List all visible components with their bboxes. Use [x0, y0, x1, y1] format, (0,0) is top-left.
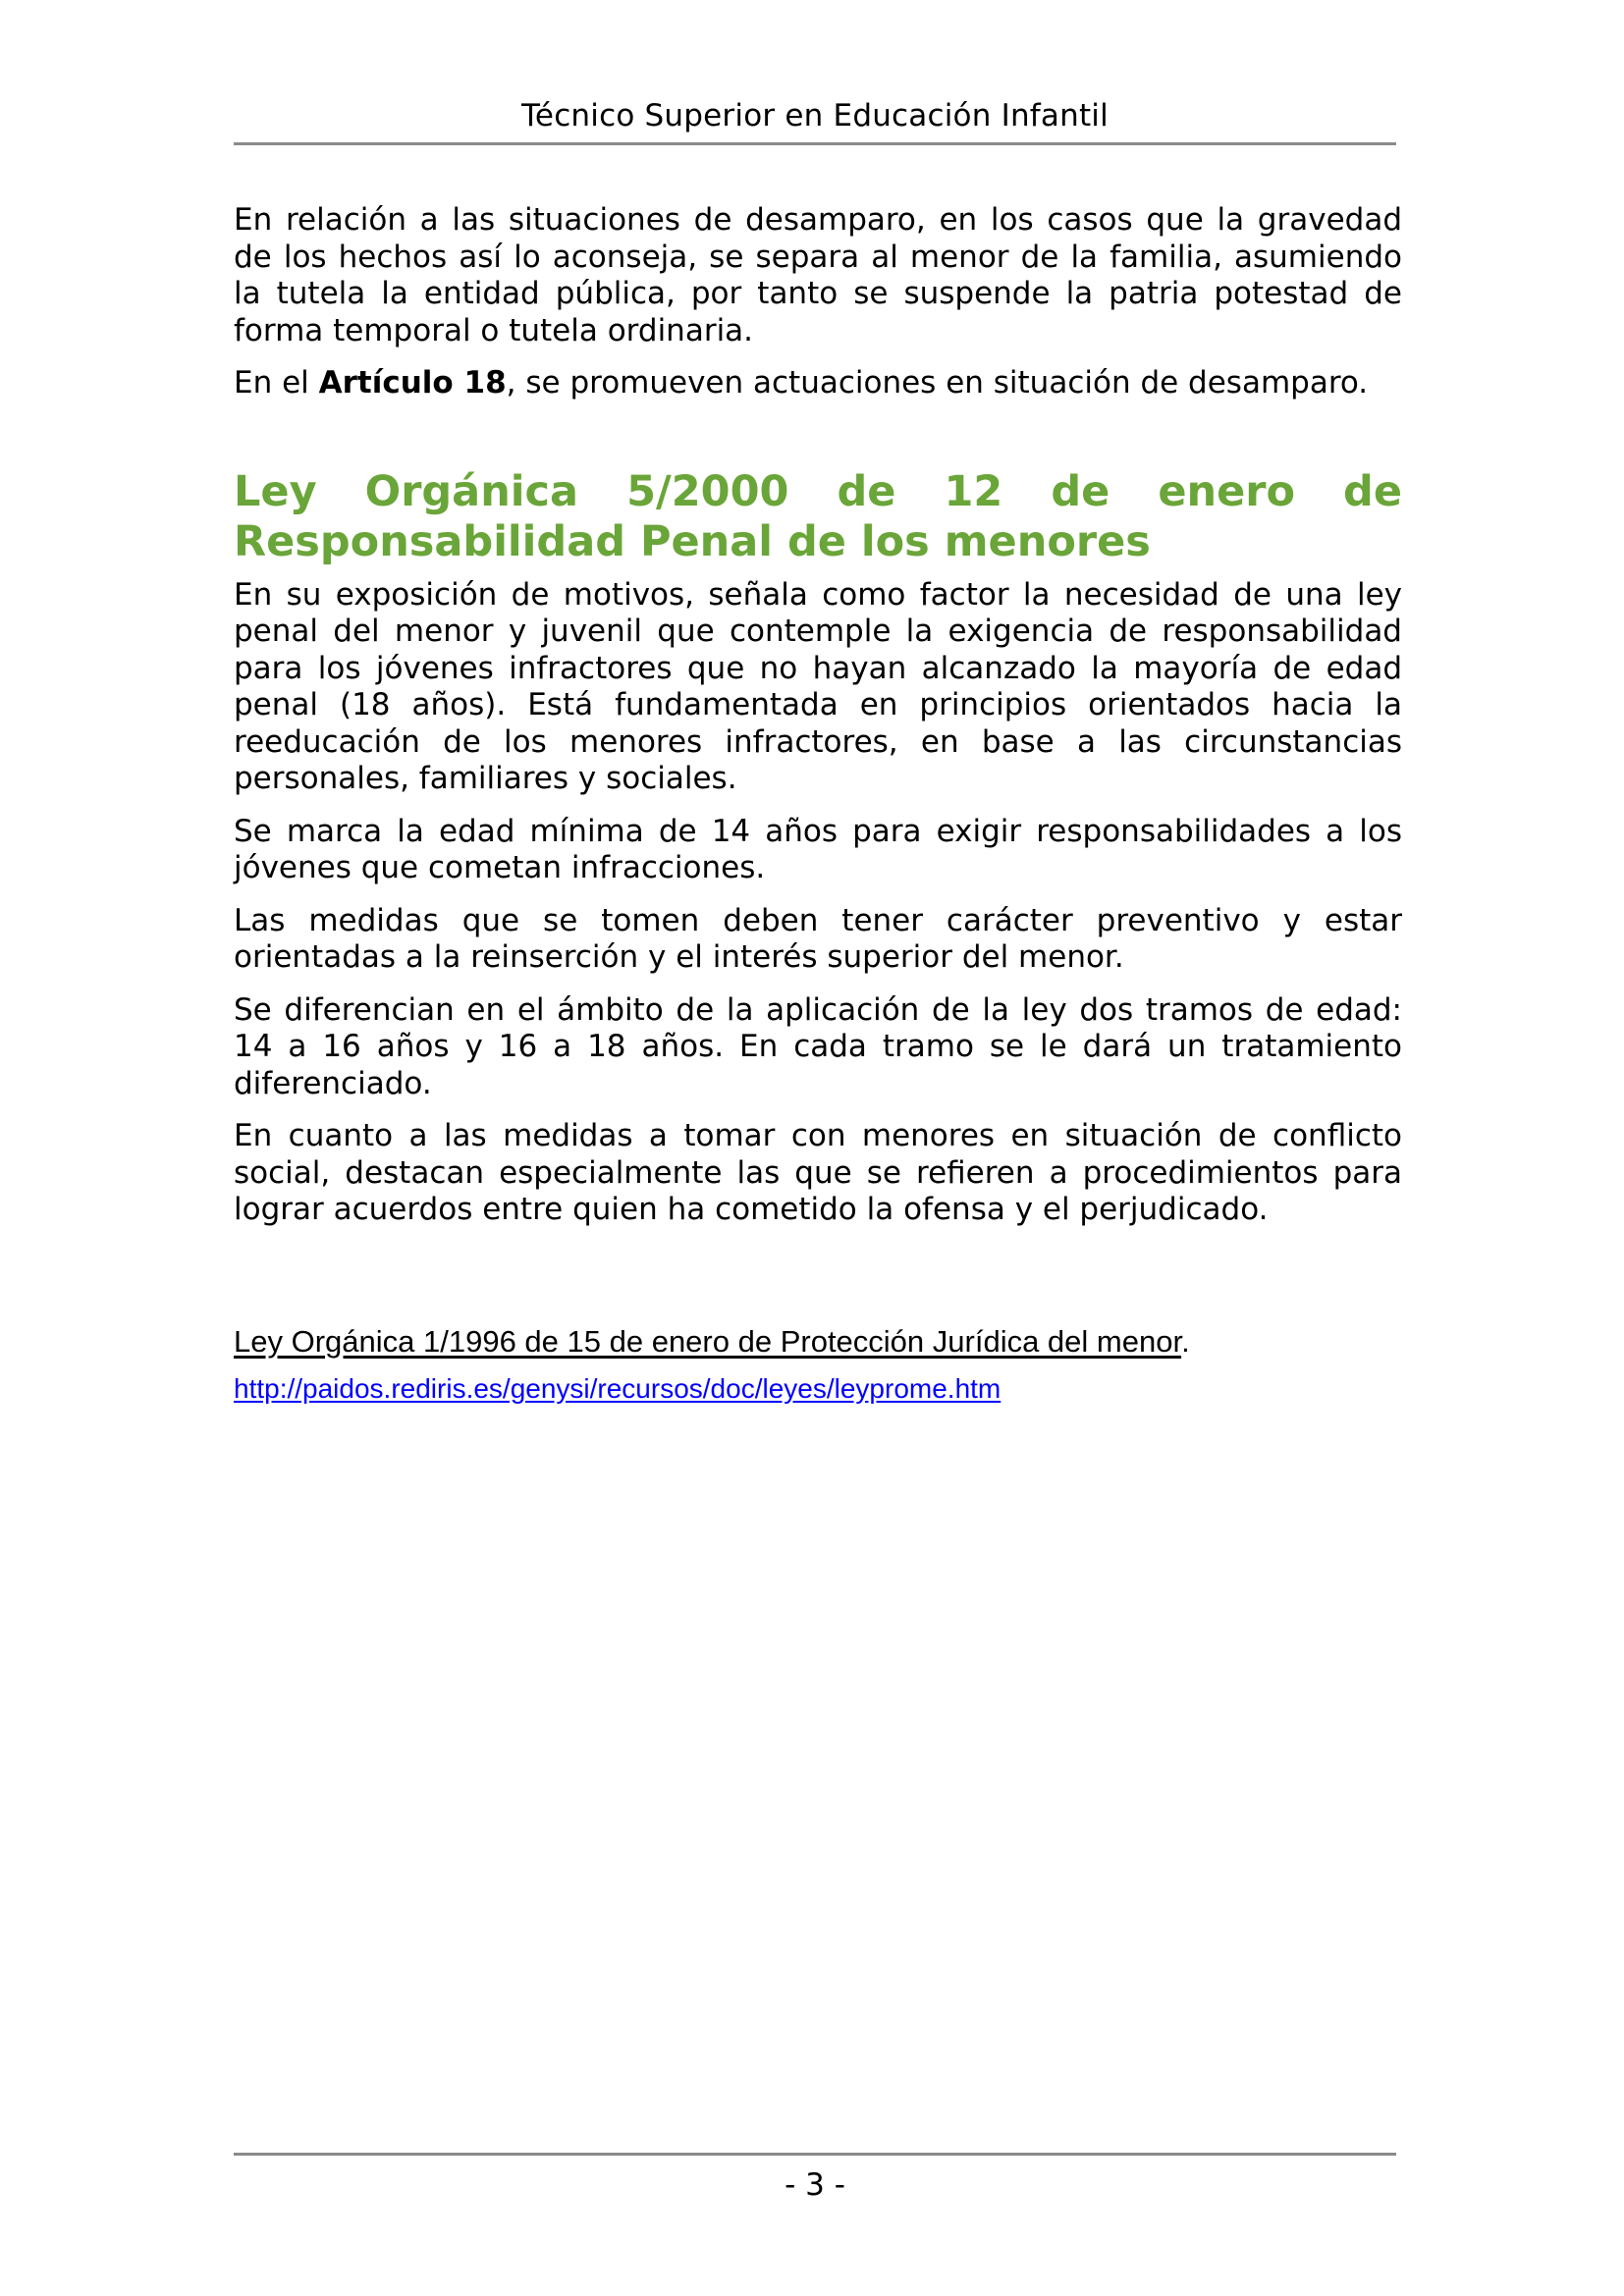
page-header-title: Técnico Superior en Educación Infantil	[521, 98, 1109, 133]
reference-title	[234, 1322, 1190, 1362]
article-reference: Artículo 18	[318, 365, 507, 400]
page-number: - 3 -	[785, 2167, 845, 2203]
section-paragraph-2: Se marca la edad mínima de 14 años para exigir responsabilidades a los jóvenes que cometan infracciones.	[234, 813, 1402, 885]
reference-title-text: Ley Orgánica 1/1996 de 15 de enero de Protección Jurídica del menor	[234, 1324, 1182, 1359]
document-body	[234, 202, 1402, 1229]
header-divider	[234, 142, 1396, 145]
footer-divider	[234, 2153, 1396, 2156]
intro-paragraph-1: En relación a las situaciones de desamparo, en los casos que la gravedad de los hechos así lo aconseja, se separa al menor de la familia, asumiendo la tutela la entidad pública, por tanto se suspende la patria potestad de forma temporal o tutela ordinaria.	[234, 202, 1402, 348]
reference-title-period: .	[1181, 1324, 1190, 1359]
section-paragraph-3: Las medidas que se tomen deben tener carácter preventivo y estar orientadas a la reinserción y el interés superior del menor.	[234, 902, 1402, 975]
intro-paragraph-2-prefix: En el	[234, 365, 319, 400]
intro-paragraph-2-suffix: , se promueven actuaciones en situación de desamparo.	[506, 365, 1369, 400]
section-paragraph-1: En su exposición de motivos, señala como factor la necesidad de una ley penal del menor y juvenil que contemple la exigencia de responsabilidad para los jóvenes infractores que no hayan alcanzado la mayoría de edad penal (18 años). Está fundamentada en principios orientados hacia la reeducación de los menores infractores, en base a las circunstancias personales, familiares y sociales.	[234, 576, 1402, 796]
intro-paragraph-2	[234, 365, 1402, 402]
section-heading: Ley Orgánica 5/2000 de 12 de enero de Responsabilidad Penal de los menores	[234, 466, 1402, 566]
section-paragraph-5: En cuanto a las medidas a tomar con menores en situación de conflicto social, destacan especialmente las que se refieren a procedimientos para lograr acuerdos entre quien ha cometido la ofensa y el perjudicado.	[234, 1118, 1402, 1227]
reference-link[interactable]: http://paidos.rediris.es/genysi/recursos/doc/leyes/leyprome.htm	[234, 1373, 1001, 1404]
section-paragraph-4: Se diferencian en el ámbito de la aplicación de la ley dos tramos de edad: 14 a 16 años y 16 a 18 años. En cada tramo se le dará un tratamiento diferenciado.	[234, 991, 1402, 1101]
